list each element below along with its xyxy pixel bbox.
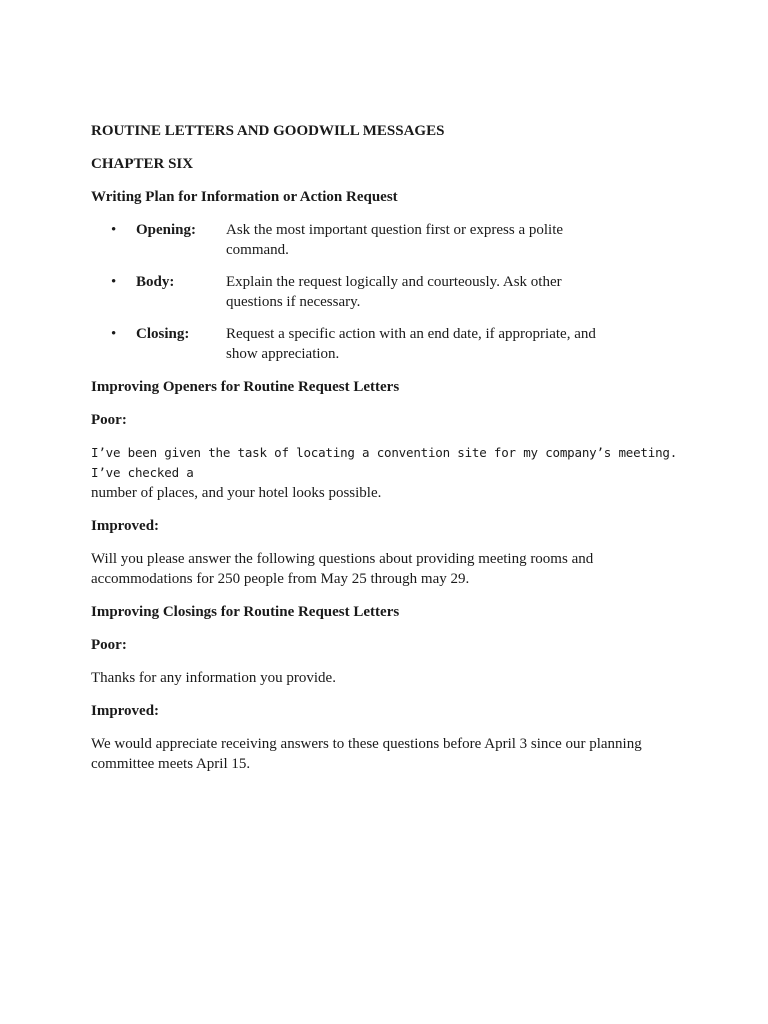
openers-poor-label: Poor: xyxy=(91,412,127,428)
plan-item-body xyxy=(91,272,606,312)
closings-poor-label: Poor: xyxy=(91,637,127,653)
chapter-heading: CHAPTER SIX xyxy=(91,156,194,172)
bullet-icon: • xyxy=(111,274,117,290)
plan-item-opening xyxy=(91,220,606,260)
openers-poor-text-line1: I’ve been given the task of locating a convention site for my company’s meeting. I’ve checked a xyxy=(91,445,678,480)
openers-improved-label: Improved: xyxy=(91,518,160,534)
plan-item-description: Request a specific action with an end date, if appropriate, and show appreciation. xyxy=(226,326,596,362)
openers-poor-text xyxy=(91,443,691,503)
writing-plan-heading: Writing Plan for Information or Action Request xyxy=(91,189,398,205)
bullet-icon: • xyxy=(111,222,117,238)
plan-item-description: Ask the most important question first or express a polite command. xyxy=(226,222,564,258)
plan-item-term: Body: xyxy=(136,274,175,290)
plan-item-term: Closing: xyxy=(136,326,190,342)
openers-poor-text-line2: number of places, and your hotel looks possible. xyxy=(91,485,382,501)
openers-improved-text: Will you please answer the following questions about providing meeting rooms and accommodations for 250 people from May 25 through may 29. xyxy=(91,551,594,587)
document-page xyxy=(91,121,691,787)
plan-item-term: Opening: xyxy=(136,222,197,238)
writing-plan-list xyxy=(91,220,691,364)
closings-improved-label: Improved: xyxy=(91,703,160,719)
plan-item-closing xyxy=(91,324,606,364)
closings-heading: Improving Closings for Routine Request Letters xyxy=(91,604,400,620)
closings-poor-text: Thanks for any information you provide. xyxy=(91,670,336,686)
openers-heading: Improving Openers for Routine Request Letters xyxy=(91,379,400,395)
document-title: ROUTINE LETTERS AND GOODWILL MESSAGES xyxy=(91,123,445,139)
plan-item-description: Explain the request logically and courteously. Ask other questions if necessary. xyxy=(226,274,562,310)
closings-improved-text: We would appreciate receiving answers to these questions before April 3 since our planning committee meets April 15. xyxy=(91,736,642,772)
bullet-icon: • xyxy=(111,326,117,342)
